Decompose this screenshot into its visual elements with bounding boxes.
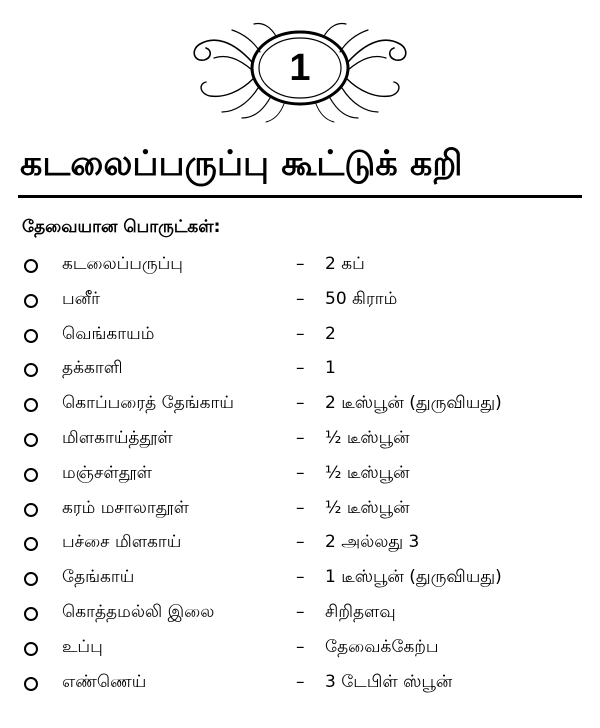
- ingredient-name: மஞ்சள்தூள்: [62, 462, 152, 483]
- ingredient-row: [0, 633, 600, 668]
- separator-dash: –: [296, 427, 305, 448]
- ingredient-row: [0, 668, 600, 703]
- ingredient-row: [0, 598, 600, 633]
- recipe-title: கடலைப்பருப்பு கூட்டுக் கறி: [20, 144, 463, 184]
- ingredient-name: கரம் மசாலாதூள்: [62, 497, 189, 518]
- separator-dash: –: [296, 601, 305, 622]
- ingredient-row: [0, 250, 600, 285]
- chapter-number: 1: [289, 47, 311, 89]
- separator-dash: –: [296, 254, 305, 274]
- ingredient-quantity: ½ டீஸ்பூன்: [325, 497, 410, 518]
- separator-dash: –: [296, 393, 305, 414]
- ingredient-row: [0, 285, 600, 320]
- separator-dash: –: [296, 497, 305, 518]
- ingredient-quantity: 2 டீஸ்பூன் (துருவியது): [325, 393, 502, 414]
- circle-bullet-icon: [24, 642, 38, 656]
- ingredient-row: [0, 528, 600, 563]
- circle-bullet-icon: [24, 607, 38, 621]
- ingredient-quantity: தேவைக்கேற்ப: [325, 636, 439, 657]
- ingredient-row: [0, 424, 600, 459]
- ingredients-list: [0, 250, 600, 702]
- ingredient-row: [0, 354, 600, 389]
- separator-dash: –: [296, 358, 305, 379]
- separator-dash: –: [296, 671, 305, 692]
- ingredient-quantity: ½ டீஸ்பூன்: [325, 427, 410, 448]
- ingredient-name: கொப்பரைத் தேங்காய்: [62, 393, 235, 414]
- circle-bullet-icon: [24, 363, 38, 377]
- title-divider: [18, 195, 582, 198]
- ingredient-name: உப்பு: [62, 636, 103, 657]
- circle-bullet-icon: [24, 468, 38, 482]
- circle-bullet-icon: [24, 433, 38, 447]
- ingredient-quantity: 2 கப்: [325, 254, 365, 274]
- circle-bullet-icon: [24, 503, 38, 517]
- ingredient-name: தக்காளி: [62, 358, 123, 379]
- circle-bullet-icon: [24, 294, 38, 308]
- ingredient-name: பச்சை மிளகாய்: [62, 532, 182, 553]
- separator-dash: –: [296, 567, 305, 588]
- ingredient-quantity: 50 கிராம்: [325, 288, 398, 309]
- ingredient-name: மிளகாய்த்தூள்: [62, 427, 173, 448]
- ingredient-name: தேங்காய்: [62, 567, 135, 588]
- ingredient-quantity: ½ டீஸ்பூன்: [325, 462, 410, 483]
- circle-bullet-icon: [24, 572, 38, 586]
- ingredient-name: கடலைப்பருப்பு: [62, 254, 183, 274]
- ingredient-row: [0, 563, 600, 598]
- separator-dash: –: [296, 288, 305, 309]
- circle-bullet-icon: [24, 329, 38, 343]
- circle-bullet-icon: [24, 537, 38, 551]
- ingredient-row: [0, 459, 600, 494]
- ingredient-quantity: சிறிதளவு: [325, 601, 396, 622]
- ingredient-row: [0, 389, 600, 424]
- ingredient-name: எண்ணெய்: [62, 671, 147, 692]
- ingredient-name: கொத்தமல்லி இலை: [62, 601, 215, 622]
- ingredient-name: வெங்காயம்: [62, 323, 155, 344]
- separator-dash: –: [296, 532, 305, 553]
- circle-bullet-icon: [24, 398, 38, 412]
- separator-dash: –: [296, 323, 305, 344]
- circle-bullet-icon: [24, 259, 38, 273]
- separator-dash: –: [296, 636, 305, 657]
- ingredient-row: [0, 320, 600, 355]
- ingredient-name: பனீர்: [62, 288, 101, 309]
- ingredients-heading: தேவையான பொருட்கள்:: [22, 217, 221, 237]
- ingredient-quantity: 2: [325, 323, 336, 344]
- ingredient-quantity: 1 டீஸ்பூன் (துருவியது): [325, 567, 502, 588]
- circle-bullet-icon: [24, 677, 38, 691]
- separator-dash: –: [296, 462, 305, 483]
- ingredient-quantity: 2 அல்லது 3: [325, 532, 420, 553]
- ingredient-row: [0, 494, 600, 529]
- ingredient-quantity: 1: [325, 358, 336, 379]
- ingredient-quantity: 3 டேபிள் ஸ்பூன்: [325, 671, 453, 692]
